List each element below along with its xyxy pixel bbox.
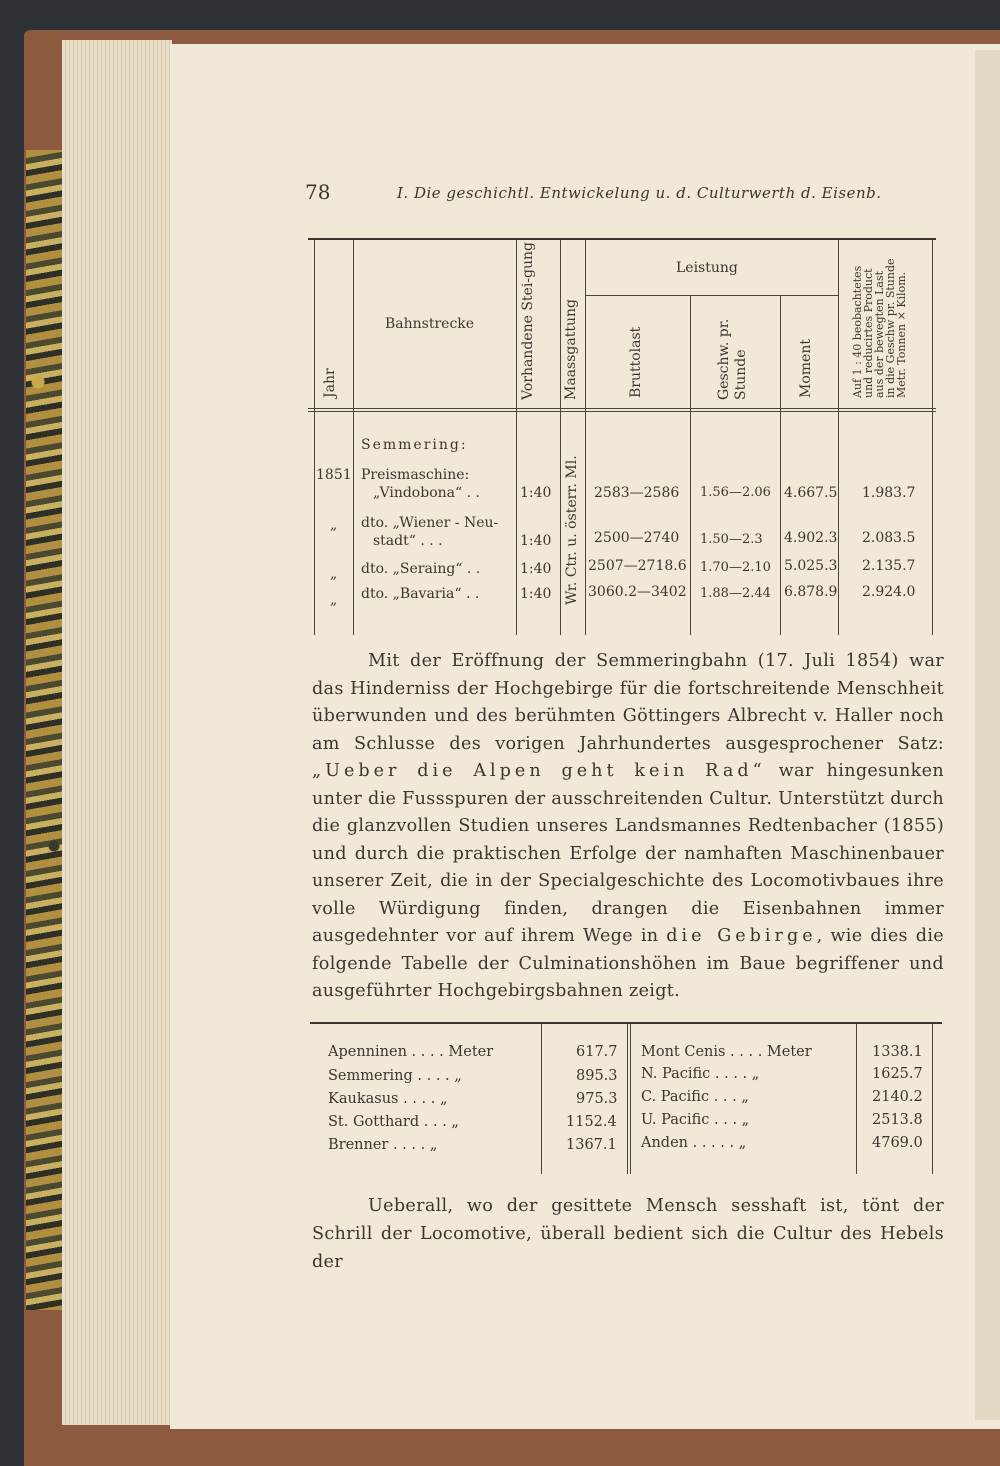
header-bahnstrecke: Bahnstrecke (385, 316, 475, 332)
right-value: 1338.1 (872, 1044, 923, 1060)
left-value: 617.7 (576, 1044, 618, 1060)
row-product: 1.983.7 (862, 485, 916, 501)
table2-top-rule (310, 1022, 942, 1024)
note-line: in die Geschw pr. Stunde (884, 258, 897, 398)
right-value: 2140.2 (872, 1089, 923, 1105)
row-name: dto. „Seraing“ . . (361, 561, 481, 577)
col-line (932, 1024, 933, 1174)
text-run: Mit der Eröffnung der Semmeringbahn (17. Juli 1854) war das Hinderniss der Hochgebirge für die fortschreitende Menschheit überwunden und des berühmten Göttingers Albrecht v. Haller noch am Schlusse des vorigen Jahrhundertes ausgesprochener Satz: (312, 651, 944, 754)
row-name: dto. „Bavaria“ . . (361, 586, 480, 602)
closing-text: Ueberall, wo der gesittete Mensch sesshaft ist, tönt der Schrill der Locomotive, überall bedient sich die Cultur des Hebels der (312, 1196, 944, 1272)
header-bruttolast: Bruttolast (628, 326, 644, 398)
header-rule-2 (308, 411, 936, 412)
row-steigung: 1:40 (520, 561, 552, 577)
note-line: und reducirtes Product (862, 268, 875, 398)
header-moment: Moment (798, 339, 814, 398)
row-product: 2.083.5 (862, 530, 916, 546)
left-value: 1367.1 (566, 1137, 617, 1153)
page-header (305, 180, 882, 204)
row-steigung: 1:40 (520, 533, 552, 549)
row-last: 2583—2586 (594, 485, 680, 501)
right-value: 1625.7 (872, 1066, 923, 1082)
maass-vertical: Wr. Ctr. u. österr. Ml. (564, 455, 580, 605)
spaced-quote: „Ueber die Alpen geht kein Rad“ (312, 761, 766, 781)
facing-page-edge (975, 50, 1000, 1420)
right-value: 4769.0 (872, 1135, 923, 1151)
note-line: Metr. Tonnen × Kilom. (895, 271, 908, 398)
col-line (627, 1024, 628, 1174)
row-name: stadt“ . . . (373, 533, 443, 549)
row-jahr: „ (330, 566, 338, 582)
col-line (353, 240, 354, 635)
header-product-note (852, 258, 907, 398)
left-value: 895.3 (576, 1068, 618, 1084)
left-name: Semmering . . . . „ (328, 1068, 462, 1084)
note-line: Auf 1 : 40 beobachtetes (851, 265, 864, 398)
row-geschw: 1.56—2.06 (700, 485, 771, 500)
row-name: „Vindobona“ . . (373, 485, 480, 501)
closing-paragraph (312, 1192, 944, 1276)
col-line (932, 240, 933, 635)
col-line (838, 240, 839, 635)
row-product: 2.924.0 (862, 584, 916, 600)
col-line (856, 1024, 857, 1174)
row-steigung: 1:40 (520, 586, 552, 602)
header-jahr: Jahr (322, 368, 338, 398)
marbled-edge (26, 150, 66, 1310)
row-jahr: „ (330, 592, 338, 608)
page-edges (62, 40, 172, 1425)
row-geschw: 1.70—2.10 (700, 560, 771, 575)
row-jahr: „ (330, 517, 338, 533)
col-line (780, 295, 781, 635)
left-value: 1152.4 (566, 1114, 617, 1130)
col-line (585, 240, 586, 635)
col-line (516, 240, 517, 635)
text-run: , wie dies die folgende Tabelle der Culminationshöhen im Baue begriffener und ausgeführter Hochgebirgsbahnen zeigt. (312, 926, 944, 1001)
note-line: aus der bewegten Last (873, 270, 886, 398)
row-geschw: 1.50—2.3 (700, 532, 763, 547)
running-title: I. Die geschichtl. Entwickelung u. d. Culturwerth d. Eisenb. (397, 184, 882, 202)
col-line (541, 1024, 542, 1174)
row-last: 2500—2740 (594, 530, 680, 546)
row-last: 3060.2—3402 (588, 584, 687, 600)
left-name: Brenner . . . . „ (328, 1137, 438, 1153)
body-paragraph (312, 648, 944, 1006)
row-steigung: 1:40 (520, 485, 552, 501)
right-name: C. Pacific . . . „ (641, 1089, 749, 1105)
right-name: U. Pacific . . . „ (641, 1112, 750, 1128)
col-line (630, 1024, 631, 1174)
row-product: 2.135.7 (862, 558, 916, 574)
header-maassgattung: Maassgattung (563, 299, 579, 400)
header-leistung: Leistung (676, 260, 738, 276)
table-top-rule (308, 238, 936, 240)
section-label: Semmering: (361, 437, 468, 453)
row-moment: 5.025.3 (784, 558, 838, 574)
row-last: 2507—2718.6 (588, 558, 687, 574)
right-name: Mont Cenis . . . . Meter (641, 1044, 812, 1060)
col-line (560, 240, 561, 635)
leistung-rule (585, 295, 838, 296)
left-value: 975.3 (576, 1091, 618, 1107)
spaced-emphasis: die Gebirge (666, 926, 817, 946)
col-line (314, 240, 315, 635)
right-value: 2513.8 (872, 1112, 923, 1128)
page-number: 78 (305, 180, 331, 204)
row-jahr: 1851 (316, 467, 352, 483)
row-moment: 4.902.3 (784, 530, 838, 546)
left-name: Apenninen . . . . Meter (328, 1044, 494, 1060)
row-moment: 6.878.9 (784, 584, 838, 600)
row-moment: 4.667.5 (784, 485, 838, 501)
header-geschw: Geschw. pr. Stunde (716, 318, 749, 400)
row-name: Preismaschine: (361, 467, 470, 483)
right-name: Anden . . . . . „ (641, 1135, 747, 1151)
col-line (690, 295, 691, 635)
header-rule (308, 408, 936, 409)
row-name: dto. „Wiener - Neu- (361, 515, 499, 531)
row-geschw: 1.88—2.44 (700, 586, 771, 601)
right-name: N. Pacific . . . . „ (641, 1066, 760, 1082)
left-name: Kaukasus . . . . „ (328, 1091, 448, 1107)
header-steigung: Vorhandene Stei-gung (520, 242, 536, 400)
text-run: war hingesunken unter die Fussspuren der ausschreitenden Cultur. Unterstützt durch die glanzvollen Studien unseres Landsmannes Redtenbacher (1855) und durch die praktischen Erfolge der namhaften Maschinenbauer unserer Zeit, die in der Specialgeschichte des Locomotivbaues ihre volle Würdigung finden, drangen die Eisenbahnen immer ausgedehnter vor auf ihrem Wege in (312, 761, 944, 946)
left-name: St. Gotthard . . . „ (328, 1114, 459, 1130)
